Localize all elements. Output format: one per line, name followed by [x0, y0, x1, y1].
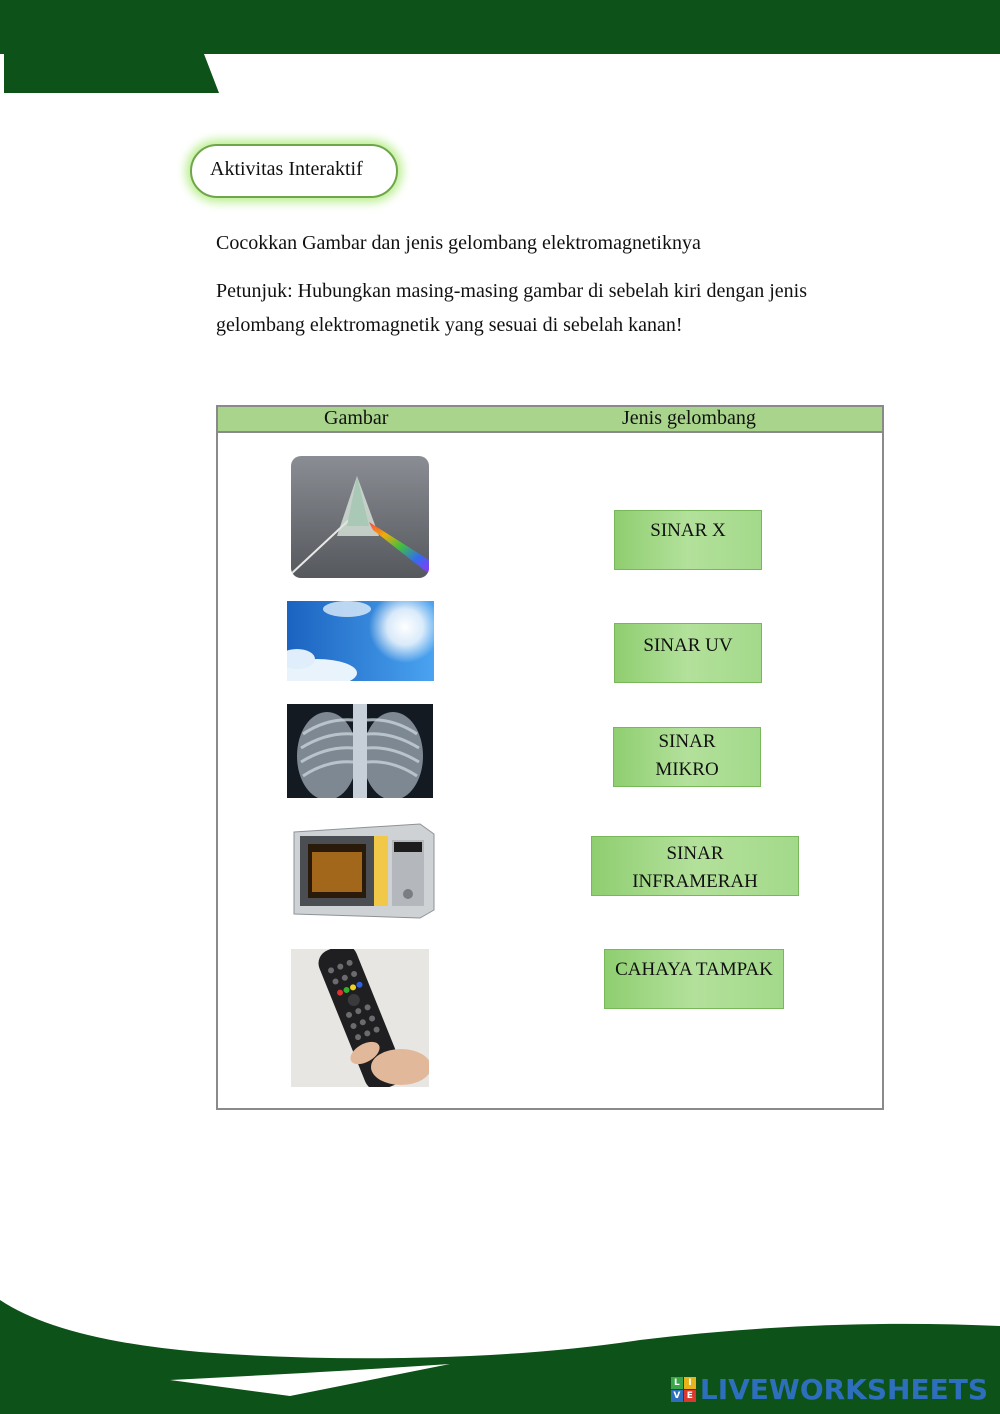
answer-sinar-uv[interactable]: [614, 623, 762, 683]
microwave-image[interactable]: [286, 818, 438, 922]
matching-table: [216, 405, 884, 1110]
answer-cahaya-tampak[interactable]: [604, 949, 784, 1009]
liveworksheets-brand-text: LIVEWORKSHEETS: [699, 1372, 988, 1406]
instruction-hint-line2: gelombang elektromagnetik yang sesuai di sebelah kanan!: [216, 314, 683, 336]
remote-control-image[interactable]: [291, 949, 429, 1087]
instruction-hint-line1: Petunjuk: Hubungkan masing-masing gambar di sebelah kiri dengan jenis: [216, 280, 807, 302]
activity-badge: [190, 144, 398, 198]
answer-sinar-mikro-line2: MIKRO: [655, 759, 719, 780]
table-header: [218, 407, 882, 433]
column-header-gambar: Gambar: [324, 407, 389, 429]
answer-sinar-inframerah-line2: INFRAMERAH: [632, 871, 758, 892]
answer-sinar-inframerah-line1: SINAR: [666, 843, 724, 864]
chest-xray-image[interactable]: [287, 704, 433, 798]
answer-sinar-uv-line1: SINAR UV: [643, 635, 733, 656]
prism-image[interactable]: [291, 456, 429, 578]
activity-badge-label: Aktivitas Interaktif: [210, 158, 363, 180]
answer-sinar-mikro-line1: SINAR: [658, 731, 716, 752]
top-tab-decoration: [4, 54, 219, 93]
sun-sky-image[interactable]: [287, 601, 434, 681]
top-banner: [0, 0, 1000, 54]
answer-sinar-x-line1: SINAR X: [650, 520, 726, 541]
answer-sinar-mikro[interactable]: [613, 727, 761, 787]
answer-sinar-inframerah[interactable]: [591, 836, 799, 896]
answer-sinar-x[interactable]: [614, 510, 762, 570]
column-header-jenis-gelombang: Jenis gelombang: [622, 407, 756, 429]
liveworksheets-logo-icon: L I V E: [671, 1377, 696, 1402]
answer-cahaya-tampak-line1: CAHAYA TAMPAK: [615, 959, 773, 980]
liveworksheets-logo: [671, 1374, 988, 1404]
instruction-title: Cocokkan Gambar dan jenis gelombang elektromagnetiknya: [216, 232, 701, 254]
